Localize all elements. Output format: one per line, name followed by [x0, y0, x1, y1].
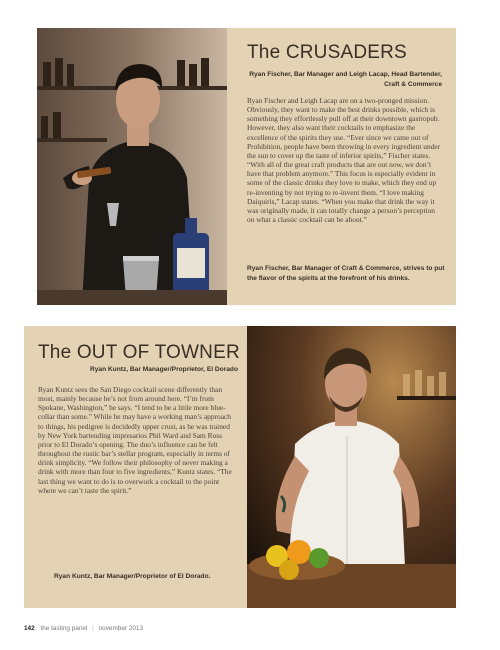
- article-body: Ryan Kuntz sees the San Diego cocktail scene differently than most, mainly because he’s not from around here. “I’m from Spokane, Washington,” he says. “I tend to be a little more blue-collar than some.” While he may have a working man’s approach to things, his pedigree is decidedly upper crust, as he was trained by New York bartending impresarios Phil Ward and Sam Ross prior to El Dorado’s opening. The duo’s influence can be felt throughout the rustic bar’s stellar program, especially in terms of drink simplicity. “We follow their philosophy of never making a drink with more than four to five ingredients,” Kuntz states. “The last thing we want to do is to overwork a cocktail to the point where we can’t taste the spirit.”: [38, 385, 232, 495]
- article-out-of-towner: [24, 326, 456, 608]
- footer-separator: |: [92, 625, 94, 632]
- page-number: 142: [24, 625, 35, 632]
- photo-caption: Ryan Fischer, Bar Manager of Craft & Commerce, strives to put the flavor of the spirits at the forefront of his drinks.: [247, 265, 445, 282]
- article-title: The OUT OF TOWNER: [38, 342, 240, 363]
- publication-name: the tasting panel: [40, 625, 88, 632]
- article-title: The CRUSADERS: [247, 42, 407, 63]
- article-crusaders: [37, 28, 456, 305]
- issue-date: november 2013: [98, 625, 144, 632]
- photo-caption: Ryan Kuntz, Bar Manager/Proprietor of El Dorado.: [54, 573, 211, 580]
- article-body: Ryan Fischer and Leigh Lacap are on a two-pronged mission. Obviously, they want to make the best drinks possible, which is something they effortlessly pull off at their downtown gastropub. However, they also want their cocktails to emphasize the excellence of the spirits they use. “Ever since we came out of Prohibition, people have been throwing in every ingredient under the sun to cover up the taste of inferior spirits,” Fischer states. “With all of the great craft products that are out now, we don’t have that problem anymore.” This focus is especially evident in some of the classic drinks they love to make, which they end up re-inventing by not trying to re-invent them. “I love making Daiquiris,” Lacap states. “When you make that drink the way it was originally made, it can totally change a person’s perception on what a classic cocktail can be about.”: [247, 96, 441, 225]
- article-byline: Ryan Kuntz, Bar Manager/Proprietor, El Dorado: [89, 366, 238, 373]
- bartender-leaning-illustration: [247, 326, 456, 608]
- page-footer: [24, 625, 143, 632]
- bartender-photo-out-of-towner: [247, 326, 456, 608]
- bartender-photo-crusaders: [37, 28, 227, 305]
- article-byline: Ryan Fischer, Bar Manager and Leigh Lacap, Head Bartender, Craft & Commerce: [249, 71, 442, 88]
- bartender-pouring-illustration: [37, 28, 227, 305]
